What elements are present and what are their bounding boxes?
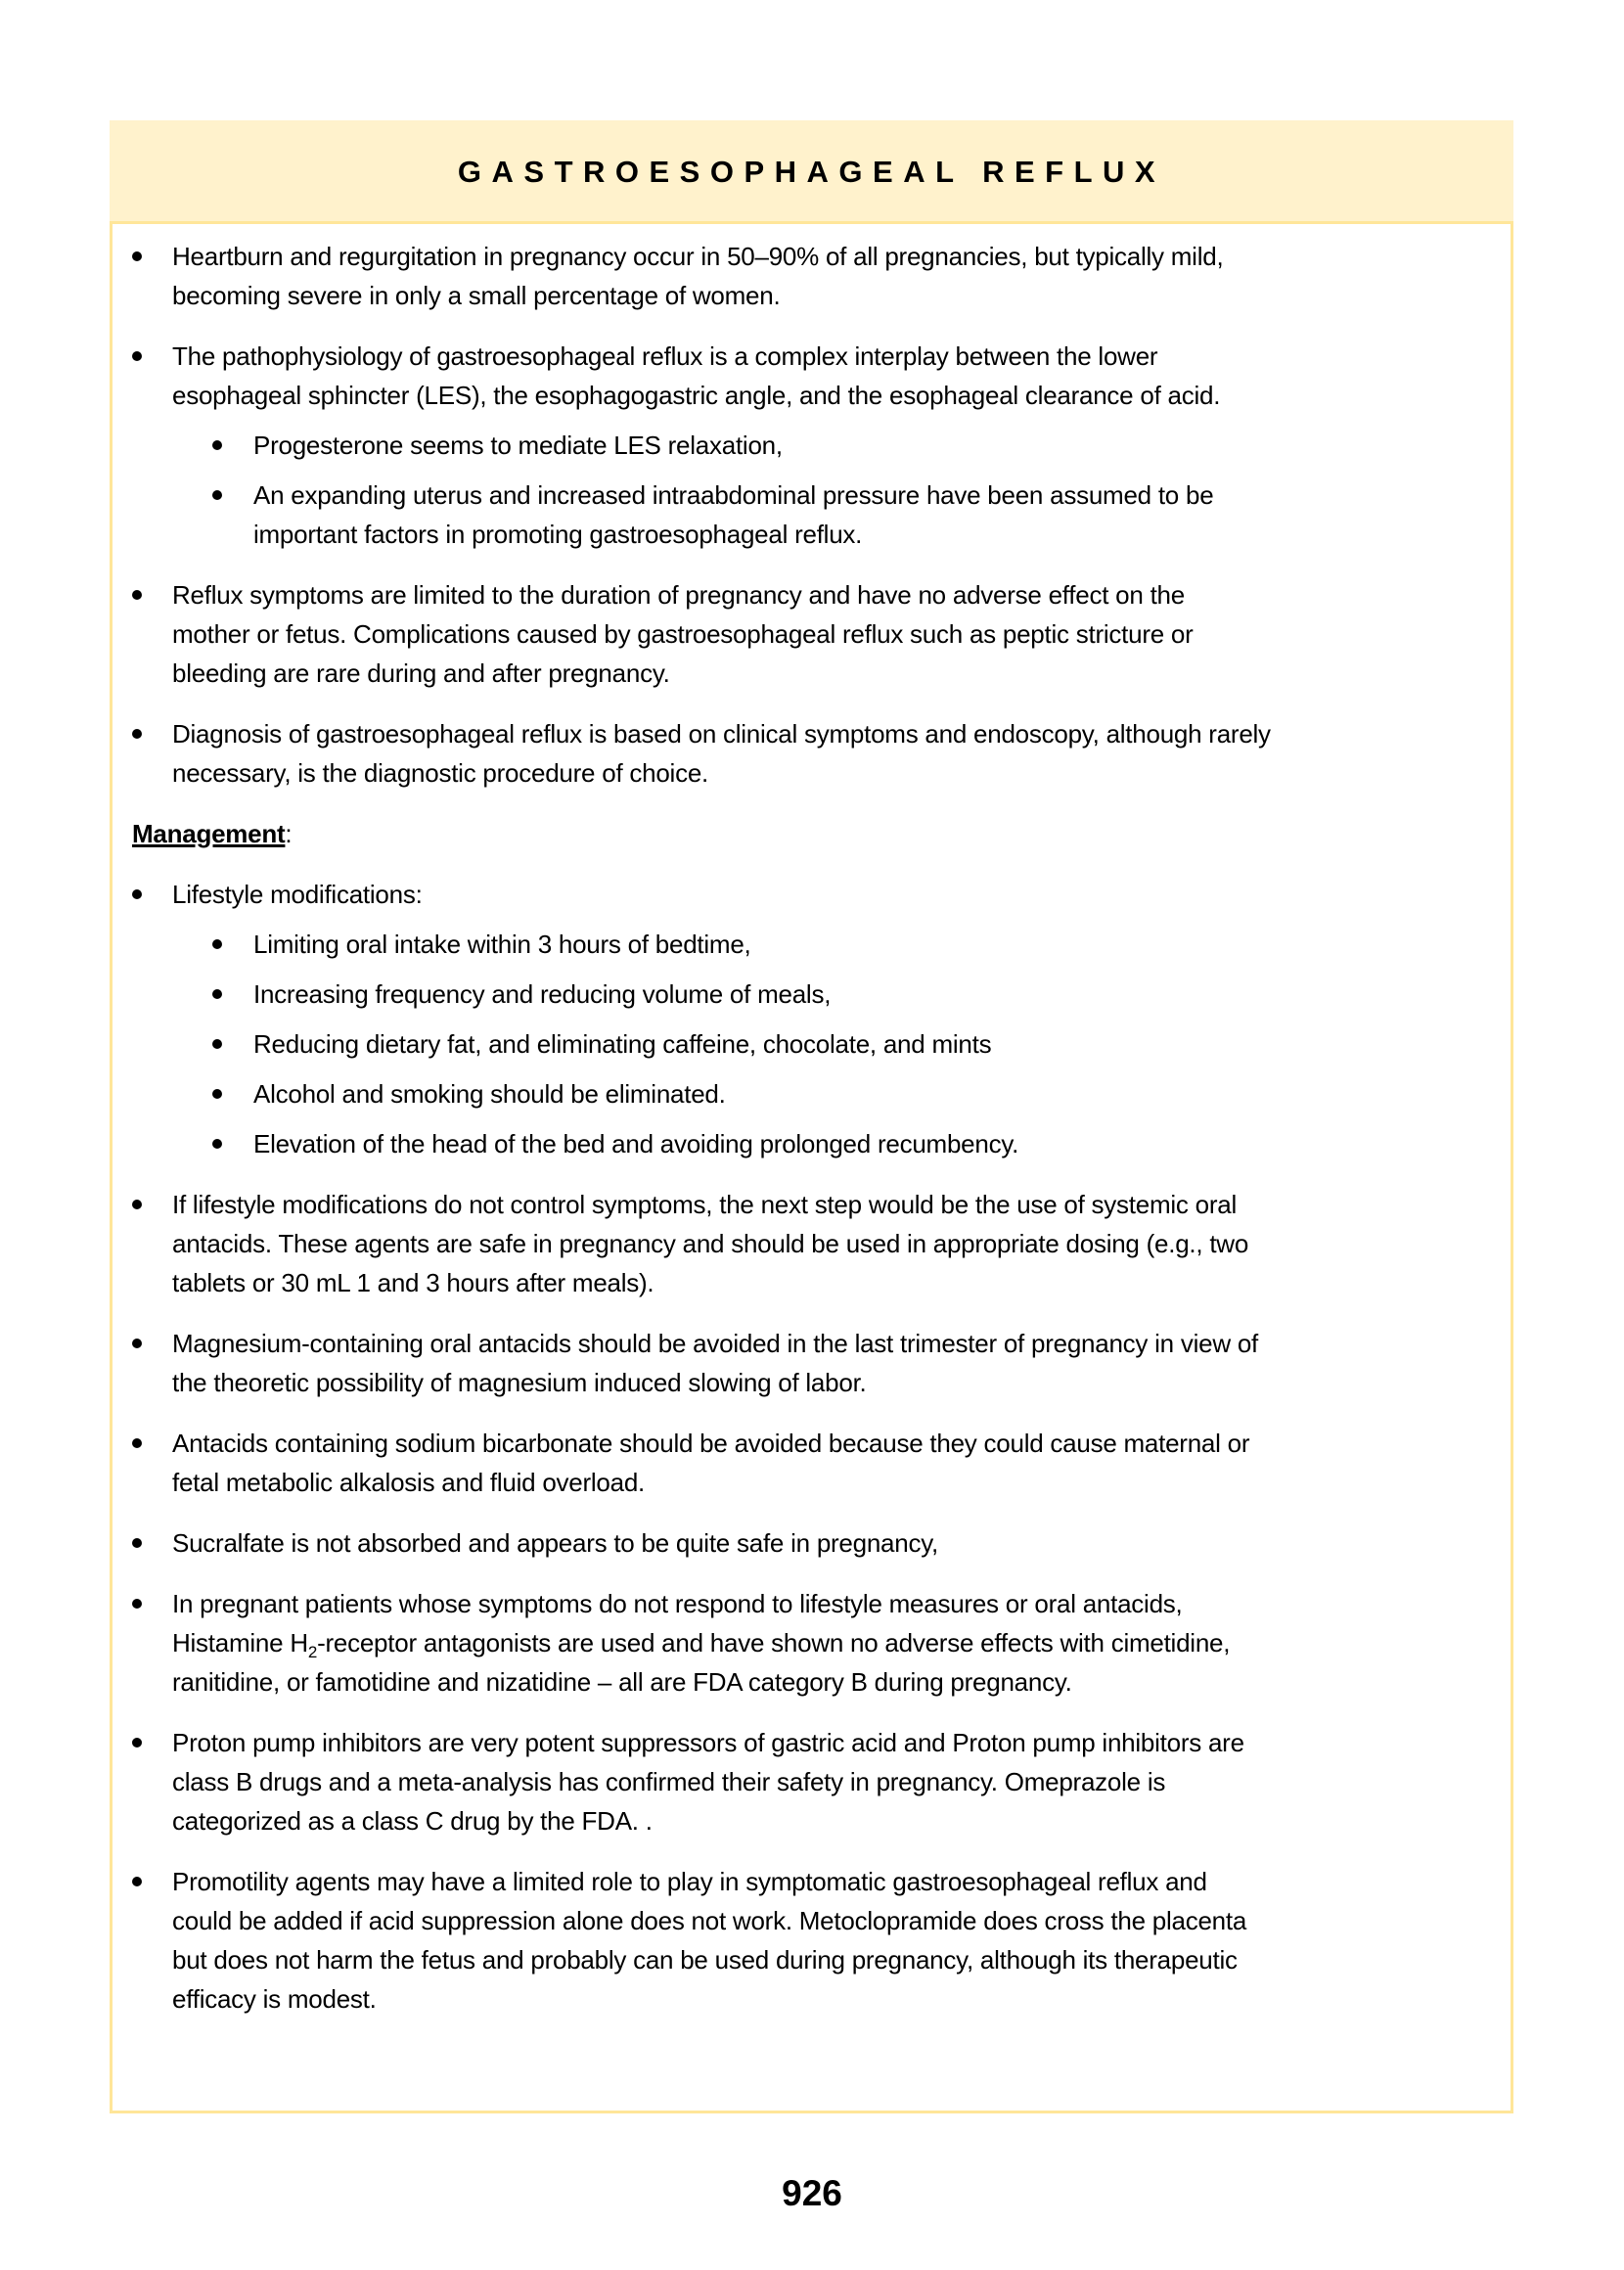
bullet-icon [132, 1599, 142, 1609]
text-line: Lifestyle modifications: [172, 880, 423, 909]
bullet-icon [132, 1538, 142, 1548]
text-line: ranitidine, or famotidine and nizatidine – all are FDA category B during pregnancy. [172, 1667, 1072, 1697]
bullet-icon [212, 1139, 222, 1149]
text-line: Alcohol and smoking should be eliminated. [253, 1079, 726, 1109]
text-line: important factors in promoting gastroesophageal reflux. [253, 520, 863, 549]
text-line: class B drugs and a meta-analysis has confirmed their safety in pregnancy. Omeprazole is [172, 1767, 1166, 1796]
text-run: -receptor antagonists are used and have shown no adverse effects with cimetidine, [317, 1628, 1231, 1657]
text-line: Increasing frequency and reducing volume of meals, [253, 979, 832, 1009]
text-line: Progesterone seems to mediate LES relaxation, [253, 431, 783, 460]
text-line: tablets or 30 mL 1 and 3 hours after meals). [172, 1268, 654, 1297]
page-number: 926 [782, 2173, 842, 2213]
bullet-icon [132, 351, 142, 361]
bullet-icon [132, 590, 142, 600]
bullet-icon [132, 889, 142, 899]
bullet-icon [132, 729, 142, 739]
bullet-icon [132, 1877, 142, 1886]
text-line: categorized as a class C drug by the FDA. . [172, 1806, 653, 1836]
section-header [110, 120, 1513, 224]
text-line: Promotility agents may have a limited role to play in symptomatic gastroesophageal reflux and [172, 1867, 1207, 1896]
text-line: In pregnant patients whose symptoms do not respond to lifestyle measures or oral antacids, [172, 1589, 1183, 1618]
text-line: but does not harm the fetus and probably can be used during pregnancy, although its therapeutic [172, 1945, 1238, 1975]
bullet-icon [132, 1738, 142, 1748]
management-heading [132, 814, 292, 853]
text-line: mother or fetus. Complications caused by gastroesophageal reflux such as peptic stricture or [172, 619, 1194, 649]
bullet-icon [132, 1339, 142, 1348]
text-run: Histamine H [172, 1628, 308, 1657]
bullet-icon [132, 1438, 142, 1448]
text-line: Reducing dietary fat, and eliminating caffeine, chocolate, and mints [253, 1029, 992, 1059]
text-line: Diagnosis of gastroesophageal reflux is based on clinical symptoms and endoscopy, although rarely [172, 719, 1271, 749]
text-line: esophageal sphincter (LES), the esophagogastric angle, and the esophageal clearance of acid. [172, 381, 1221, 410]
text-line [172, 1623, 1230, 1662]
bullet-icon [132, 251, 142, 261]
text-line: Reflux symptoms are limited to the duration of pregnancy and have no adverse effect on the [172, 580, 1185, 610]
text-line: Heartburn and regurgitation in pregnancy occur in 50–90% of all pregnancies, but typically mild, [172, 242, 1224, 271]
text-line: An expanding uterus and increased intraabdominal pressure have been assumed to be [253, 480, 1214, 510]
bullet-icon [132, 1200, 142, 1209]
section-title: GASTROESOPHAGEAL REFLUX [457, 155, 1166, 189]
text-line: antacids. These agents are safe in pregnancy and should be used in appropriate dosing (e.g., two [172, 1229, 1249, 1258]
management-colon: : [285, 819, 293, 848]
text-line: bleeding are rare during and after pregnancy. [172, 658, 670, 688]
text-line: Proton pump inhibitors are very potent suppressors of gastric acid and Proton pump inhibitors are [172, 1728, 1244, 1757]
text-line: If lifestyle modifications do not control symptoms, the next step would be the use of systemic oral [172, 1190, 1237, 1219]
text-line: Antacids containing sodium bicarbonate should be avoided because they could cause maternal or [172, 1429, 1250, 1458]
bullet-icon [212, 1089, 222, 1099]
text-line: efficacy is modest. [172, 1984, 377, 2014]
bullet-icon [212, 490, 222, 500]
text-line: fetal metabolic alkalosis and fluid overload. [172, 1468, 646, 1497]
text-line: Magnesium-containing oral antacids should be avoided in the last trimester of pregnancy in view of [172, 1329, 1259, 1358]
management-label: Management [132, 819, 286, 848]
text-line: Sucralfate is not absorbed and appears to be quite safe in pregnancy, [172, 1528, 939, 1558]
text-line: necessary, is the diagnostic procedure of choice. [172, 758, 709, 788]
text-line: the theoretic possibility of magnesium induced slowing of labor. [172, 1368, 867, 1397]
text-line: could be added if acid suppression alone does not work. Metoclopramide does cross the placenta [172, 1906, 1247, 1935]
bullet-icon [212, 440, 222, 450]
text-line: becoming severe in only a small percentage of women. [172, 281, 781, 310]
bullet-icon [212, 939, 222, 949]
bullet-icon [212, 989, 222, 999]
text-line: Limiting oral intake within 3 hours of bedtime, [253, 930, 751, 959]
text-line: Elevation of the head of the bed and avoiding prolonged recumbency. [253, 1129, 1019, 1158]
bullet-icon [212, 1039, 222, 1049]
subscript: 2 [307, 1643, 318, 1661]
text-line: The pathophysiology of gastroesophageal reflux is a complex interplay between the lower [172, 341, 1158, 371]
